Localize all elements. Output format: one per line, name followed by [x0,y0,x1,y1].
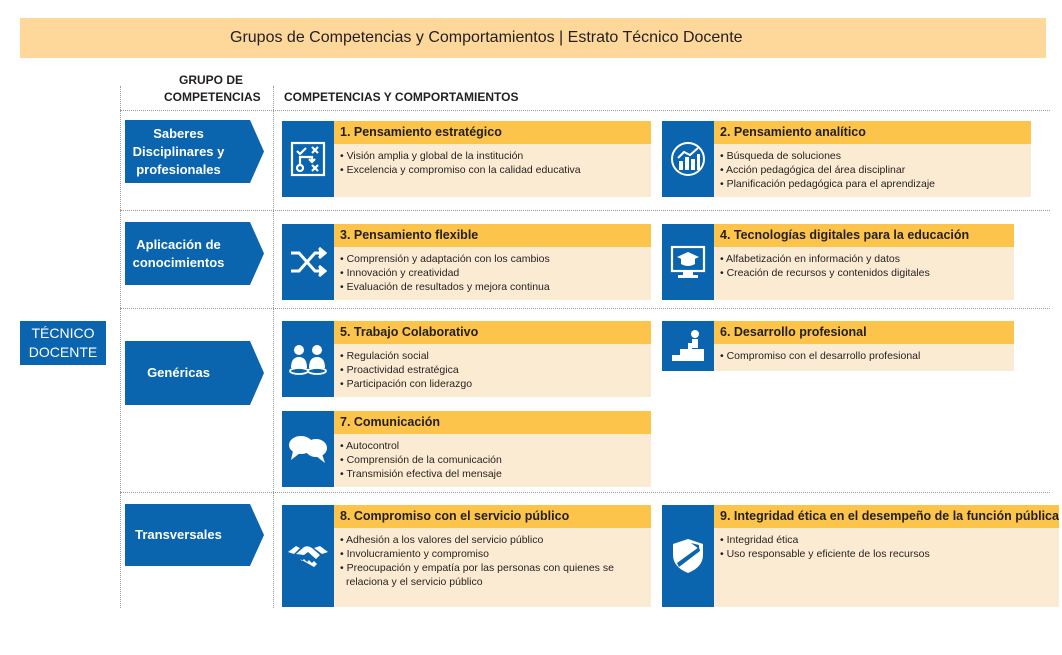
group-label-line: Disciplinares y [132,143,225,159]
list-item: • Proactividad estratégica [340,364,459,376]
group-label-line: Genéricas [147,365,210,380]
group-box [125,504,232,566]
card-list [714,247,1014,280]
competency-card-2 [662,121,1031,197]
chevron-right-icon [232,341,264,405]
chevron-right-icon [232,222,264,285]
card-title: 8. Compromiso con el servicio público [334,505,651,528]
group-box [125,222,232,285]
group-box [125,120,232,183]
card-list [714,144,1031,191]
center-divider [273,86,274,608]
team-people-icon [282,321,334,397]
competency-card-1 [282,121,651,197]
card-list [334,344,651,391]
list-item: • Evaluación de resultados y mejora continua [340,281,550,293]
list-item: • Integridad ética [720,534,799,546]
list-item: • Creación de recursos y contenidos digitales [720,267,930,279]
card-list [334,247,651,294]
card-title: 2. Pensamiento analítico [714,121,1031,144]
list-item: • Comprensión y adaptación con los cambios [340,253,550,265]
stairs-climb-icon [662,321,714,371]
competency-card-8 [282,505,651,607]
competencies-header: COMPETENCIAS Y COMPORTAMIENTOS [284,90,519,104]
competency-card-7 [282,411,651,487]
competency-card-6 [662,321,1014,371]
card-body [334,411,651,487]
competency-card-9 [662,505,1059,607]
card-list [714,344,1014,363]
card-body [714,505,1059,607]
list-item: • Acción pedagógica del área disciplinar [720,164,906,176]
analytics-chart-icon [662,121,714,197]
card-list [334,434,651,481]
card-body [334,121,651,197]
list-item: • Búsqueda de soluciones [720,150,842,162]
shuffle-arrows-icon [282,224,334,300]
competency-card-3 [282,224,651,300]
card-body [714,121,1031,197]
list-item: • Transmisión efectiva del mensaje [340,468,502,480]
card-body [334,321,651,397]
group-label-line: Saberes [153,125,204,141]
group-label-line: Transversales [135,527,222,542]
row-divider [120,210,1050,211]
left-divider [120,86,121,608]
group-box [125,341,232,405]
list-item: • Adhesión a los valores del servicio público [340,534,544,546]
list-item: • Participación con liderazgo [340,378,473,390]
stratum-label [20,321,106,365]
shield-icon [662,505,714,607]
card-body [334,505,651,607]
group-transversales [125,504,264,566]
card-title: 5. Trabajo Colaborativo [334,321,651,344]
card-body [714,224,1014,300]
list-item: • Preocupación y empatía por las personas con quienes se [340,562,614,574]
handshake-icon [282,505,334,607]
row-divider [120,308,1050,309]
speech-bubbles-icon [282,411,334,487]
strategy-icon [282,121,334,197]
computer-graduation-icon [662,224,714,300]
row-divider [120,110,1050,111]
group-genericas [125,341,264,405]
group-aplicacion [125,222,264,285]
list-item: • Alfabetización en información y datos [720,253,900,265]
group-header-line1: GRUPO DE [179,73,244,87]
group-label-line: conocimientos [132,254,225,270]
list-item: • Comprensión de la comunicación [340,454,502,466]
list-item: • Regulación social [340,350,429,362]
chevron-right-icon [232,504,264,566]
page-title: Grupos de Competencias y Comportamientos | Estrato Técnico Docente [230,29,743,46]
list-item: • Compromiso con el desarrollo profesional [720,350,921,362]
list-item: • Autocontrol [340,440,400,452]
card-title: 9. Integridad ética en el desempeño de la función pública [714,505,1059,528]
competency-card-5 [282,321,651,397]
card-title: 4. Tecnologías digitales para la educación [714,224,1014,247]
card-body [714,321,1014,371]
card-title: 3. Pensamiento flexible [334,224,651,247]
title-bar [20,18,1046,58]
card-title: 7. Comunicación [334,411,651,434]
group-saberes [125,120,264,183]
list-item: • Involucramiento y compromiso [340,548,489,560]
group-label-line: Aplicación de [136,236,221,252]
list-item: • Innovación y creatividad [340,267,460,279]
competency-card-4 [662,224,1014,300]
stratum-line2: DOCENTE [28,344,98,360]
list-item: • Excelencia y compromiso con la calidad educativa [340,164,581,176]
list-item: • Uso responsable y eficiente de los recursos [720,548,930,560]
card-list [714,528,1059,561]
list-item: • Planificación pedagógica para el aprendizaje [720,178,935,190]
list-item: relaciona y el servicio público [346,576,483,588]
stratum-line1: TÉCNICO [31,325,95,341]
card-list [334,528,651,589]
card-body [334,224,651,300]
row-divider [120,492,1050,493]
group-header-line2: COMPETENCIAS [164,90,261,104]
list-item: • Visión amplia y global de la institución [340,150,524,162]
group-label-line: profesionales [136,161,221,177]
card-title: 6. Desarrollo profesional [714,321,1014,344]
card-list [334,144,651,177]
card-title: 1. Pensamiento estratégico [334,121,651,144]
chevron-right-icon [232,120,264,183]
